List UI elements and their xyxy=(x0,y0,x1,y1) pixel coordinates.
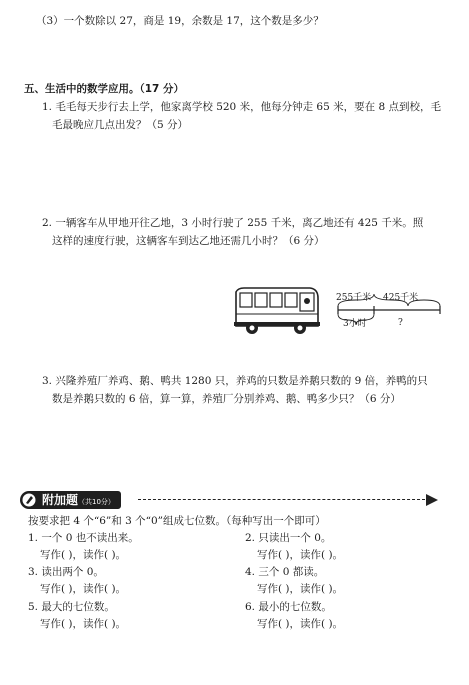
diagram-distance-2: 425千米 xyxy=(383,293,419,303)
extra-instruction: 按要求把 4 个“6”和 3 个“0”组成七位数。（每种写出一个即可） xyxy=(28,515,326,527)
extra-item-2-write: 写作( )，读作( )。 xyxy=(257,549,344,561)
extra-item-3-label: 3. 读出两个 0。 xyxy=(28,566,104,578)
section-5-title: 五、生活中的数学应用。（17 分） xyxy=(24,83,185,95)
extra-section-banner xyxy=(20,491,440,509)
extra-item-1-write: 写作( )，读作( )。 xyxy=(40,549,127,561)
question-1-line-2: 毛最晚应几点出发？（5 分） xyxy=(52,119,189,131)
extra-item-4-write: 写作( )，读作( )。 xyxy=(257,583,344,595)
diagram-distance-1: 255千米 xyxy=(336,293,372,303)
question-3-line-1: 3. 兴隆养殖厂养鸡、鹅、鸭共 1280 只，养鸡的只数是养鹅只数的 9 倍，养鸭的只 xyxy=(42,375,428,387)
extra-item-3-write: 写作( )，读作( )。 xyxy=(40,583,127,595)
extra-section-label xyxy=(20,491,121,509)
diagram-time-2: ? xyxy=(398,318,403,328)
banner-dashed-line xyxy=(138,499,430,500)
question-4-3: （3）一个数除以 27，商是 19，余数是 17，这个数是多少？ xyxy=(36,15,324,27)
pencil-icon xyxy=(22,493,36,507)
question-3-line-2: 数是养鹅只数的 6 倍，算一算，养殖厂分别养鸡、鹅、鸭多少只？（6 分） xyxy=(52,393,401,405)
extra-item-6-write: 写作( )，读作( )。 xyxy=(257,618,344,630)
extra-section-points: （共10分） xyxy=(78,498,115,506)
extra-item-5-label: 5. 最大的七位数。 xyxy=(28,601,115,613)
banner-arrow-icon xyxy=(426,494,438,506)
extra-item-6-label: 6. 最小的七位数。 xyxy=(245,601,332,613)
extra-item-2-label: 2. 只读出一个 0。 xyxy=(245,532,332,544)
diagram-time-1: 3小时 xyxy=(343,319,367,329)
extra-item-1-label: 1. 一个 0 也不读出来。 xyxy=(28,532,139,544)
extra-section-title: 附加题 xyxy=(42,493,79,507)
extra-item-4-label: 4. 三个 0 都读。 xyxy=(245,566,325,578)
bus-illustration xyxy=(230,284,322,338)
question-2-line-1: 2. 一辆客车从甲地开往乙地，3 小时行驶了 255 千米，离乙地还有 425 千米。照 xyxy=(42,217,424,229)
question-2-line-2: 这样的速度行驶，这辆客车到达乙地还需几小时？（6 分） xyxy=(52,235,325,247)
extra-item-5-write: 写作( )，读作( )。 xyxy=(40,618,127,630)
question-1-line-1: 1. 毛毛每天步行去上学，他家离学校 520 米，他每分钟走 65 米，要在 8 点到校，毛 xyxy=(42,101,441,113)
